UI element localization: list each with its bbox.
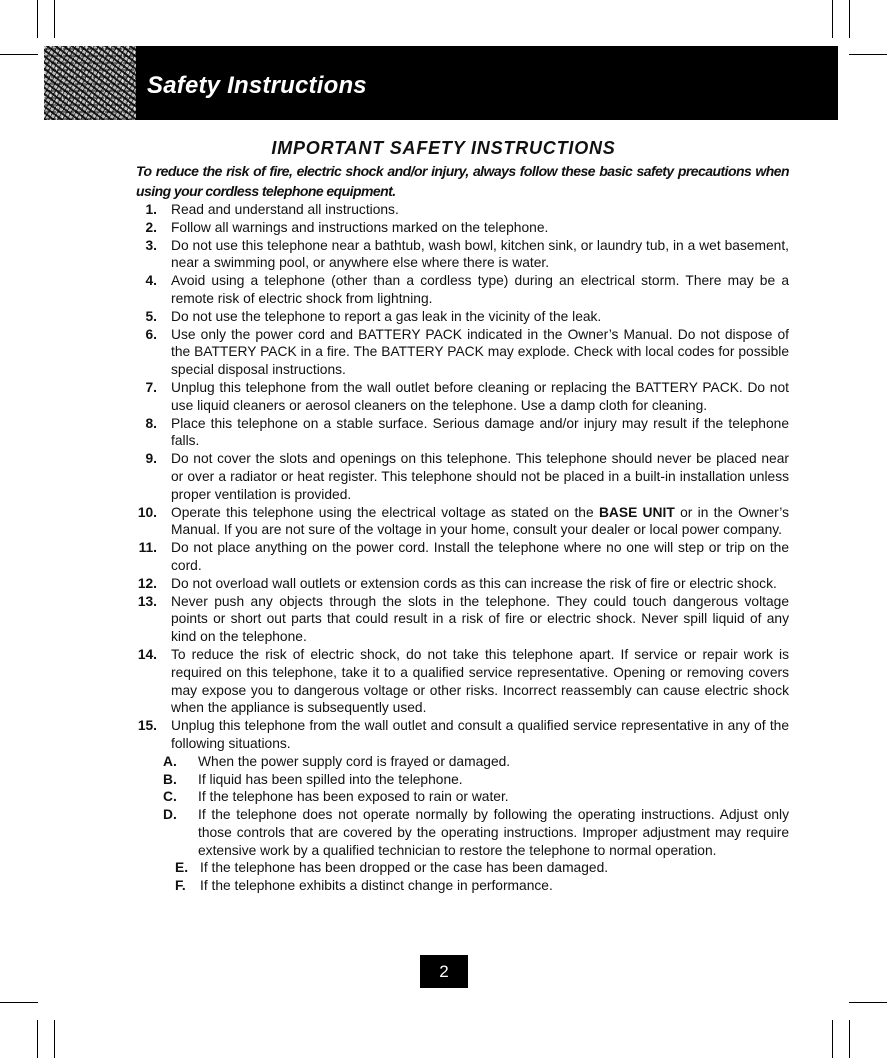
header-texture <box>44 46 136 120</box>
sub-list-item <box>136 788 789 806</box>
crop-mark <box>849 54 887 55</box>
crop-mark <box>37 1020 38 1058</box>
sub-list-item <box>136 859 789 877</box>
sub-item-text: When the power supply cord is frayed or damaged. <box>198 753 511 769</box>
item-number: 3. <box>145 237 157 253</box>
item-text: Never push any objects through the slots in the telephone. They could touch dangerous voltage points or short out parts that could result in a risk of fire or electric shock. Never spill liquid of any kind on the telephone. <box>171 593 789 645</box>
crop-mark <box>54 1020 55 1058</box>
sub-item-text: If the telephone has been dropped or the case has been damaged. <box>200 860 609 876</box>
item-number: 14. <box>137 646 157 662</box>
list-item <box>136 450 789 503</box>
list-item <box>136 646 789 717</box>
crop-mark <box>0 54 38 55</box>
item-number: 5. <box>145 308 157 324</box>
item-text: Read and understand all instructions. <box>171 202 399 217</box>
sub-item-letter: A. <box>163 753 177 769</box>
item-text: Do not use this telephone near a bathtub, wash bowl, kitchen sink, or laundry tub, in a wet basement, near a swimming pool, or anywhere else where there is water. <box>171 237 789 271</box>
item-number: 2. <box>145 219 157 235</box>
sub-list-item <box>136 771 789 789</box>
item-text: To reduce the risk of electric shock, do not take this telephone apart. If service or repair work is required on this telephone, take it to a qualified service representative. Opening or removing covers may expose you to dangerous voltage or other risks. Incorrect reassembly can cause electric shock when the appliance is subsequently used. <box>171 646 789 716</box>
item-number: 12. <box>137 575 157 591</box>
item-text: Do not place anything on the power cord. Install the telephone where no one will step or trip on the cord. <box>171 540 789 573</box>
intro-paragraph: To reduce the risk of fire, electric shock and/or injury, always follow these basic safety precautions when using your cordless telephone equipment. <box>136 163 789 199</box>
page-number: 2 <box>420 955 468 988</box>
crop-mark <box>849 0 850 38</box>
item-number: 11. <box>138 540 157 556</box>
item-number: 1. <box>145 202 157 217</box>
item-number: 13. <box>137 593 157 609</box>
crop-mark <box>832 1020 833 1058</box>
list-item <box>136 593 789 646</box>
list-item <box>136 201 789 219</box>
list-item <box>136 539 789 575</box>
item-text: Do not use the telephone to report a gas leak in the vicinity of the leak. <box>171 308 602 324</box>
sub-item-letter: F. <box>175 878 186 894</box>
item-text: Do not overload wall outlets or extension cords as this can increase the risk of fire or electric shock. <box>171 575 777 591</box>
list-item <box>136 717 789 753</box>
main-heading: IMPORTANT SAFETY INSTRUCTIONS <box>271 138 616 158</box>
crop-mark <box>0 1002 38 1003</box>
list-item <box>136 272 789 308</box>
instruction-list <box>136 201 789 895</box>
item-number: 10. <box>137 504 157 520</box>
sub-item-text: If liquid has been spilled into the telephone. <box>198 771 463 787</box>
list-item <box>136 308 789 326</box>
item-number: 6. <box>145 326 157 342</box>
item-number: 9. <box>145 451 157 467</box>
item-text: Use only the power cord and BATTERY PACK indicated in the Owner’s Manual. Do not dispose of the BATTERY PACK in a fire. The BATTERY PACK may explode. Check with local codes for possible special disposal instructions. <box>171 326 789 378</box>
list-item <box>136 326 789 379</box>
crop-mark <box>54 0 55 38</box>
sub-item-letter: D. <box>163 807 177 823</box>
crop-mark <box>849 1020 850 1058</box>
item-text: or in the Owner’s Manual. If you are not sure of the voltage in your home, consult your dealer or local power company. <box>171 504 789 538</box>
list-item <box>136 415 789 451</box>
crop-mark <box>849 1002 887 1003</box>
item-number: 4. <box>145 273 157 289</box>
list-item <box>136 219 789 237</box>
section-title: Safety Instructions <box>147 72 367 99</box>
item-text: Do not cover the slots and openings on this telephone. This telephone should never be placed near or over a radiator or heat register. This telephone should not be placed in a built-in installation unless proper ventilation is provided. <box>171 451 789 502</box>
sub-item-letter: B. <box>163 771 177 787</box>
item-text: Place this telephone on a stable surface. Serious damage and/or injury may result if the telephone falls. <box>171 415 789 449</box>
sub-item-text: If the telephone does not operate normally by following the operating instructions. Adjust only those controls that are covered by the operating instructions. Improper adjustment may require extensive work by a qualified technician to restore the telephone to normal operation. <box>198 807 789 858</box>
item-text: Follow all warnings and instructions marked on the telephone. <box>171 219 549 235</box>
sub-item-letter: E. <box>175 860 189 876</box>
item-text: Unplug this telephone from the wall outlet and consult a qualified service representative in any of the following situations. <box>171 718 789 751</box>
sub-list-item <box>136 753 789 771</box>
sub-item-letter: C. <box>163 789 177 805</box>
list-item <box>136 504 789 540</box>
item-text: Unplug this telephone from the wall outlet before cleaning or replacing the BATTERY PACK. Do not use liquid cleaners or aerosol cleaners on the telephone. Use a damp cloth for cleaning. <box>171 379 789 413</box>
item-number: 7. <box>145 379 157 395</box>
list-item <box>136 237 789 273</box>
sub-list-item <box>136 877 789 895</box>
item-text: Avoid using a telephone (other than a cordless type) during an electrical storm. There may be a remote risk of electric shock from lightning. <box>171 273 789 306</box>
item-number: 15. <box>137 718 157 734</box>
base-unit-label: BASE UNIT <box>598 504 675 520</box>
item-number: 8. <box>145 415 157 431</box>
sub-list-item <box>136 806 789 859</box>
sub-item-text: If the telephone has been exposed to rain or water. <box>198 789 509 805</box>
list-item <box>136 379 789 415</box>
sub-item-text: If the telephone exhibits a distinct change in performance. <box>200 878 553 894</box>
list-item <box>136 575 789 593</box>
crop-mark <box>832 0 833 38</box>
crop-mark <box>37 0 38 38</box>
item-text: Operate this telephone using the electrical voltage as stated on the <box>171 504 594 520</box>
